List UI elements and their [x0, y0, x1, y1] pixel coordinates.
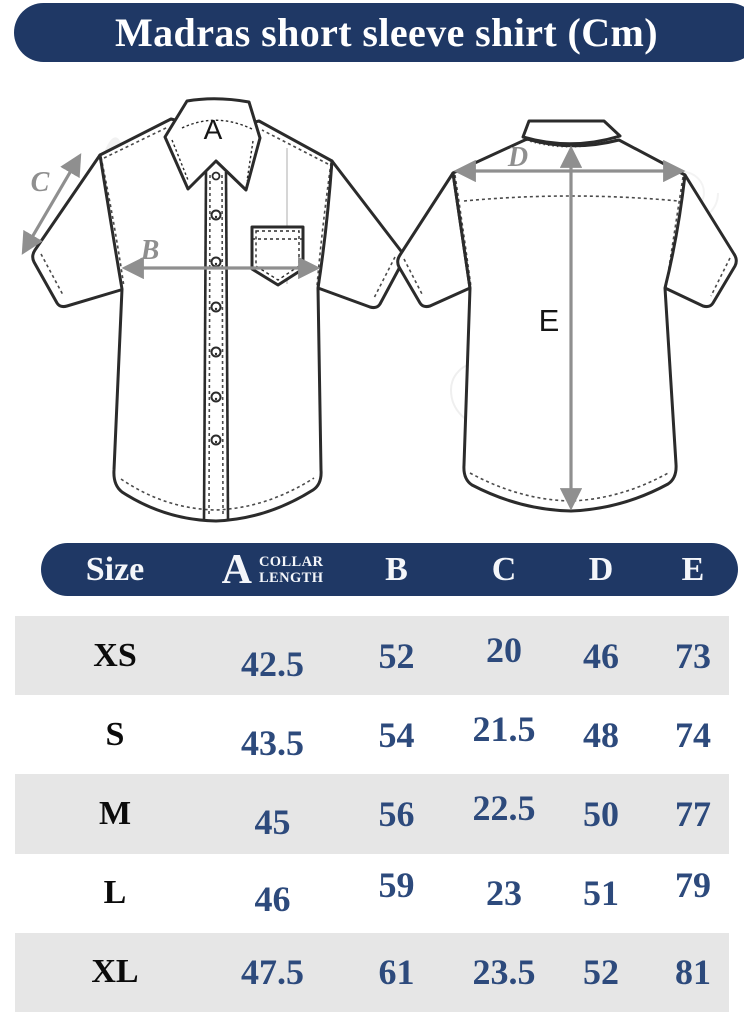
value-b: 59 — [378, 865, 415, 906]
col-header-d: D — [588, 550, 614, 588]
back-shirt-drawing — [398, 121, 737, 511]
page-title: Madras short sleeve shirt (Cm) — [115, 10, 658, 55]
col-header-a — [221, 546, 324, 593]
col-header-a-letter: A — [221, 546, 252, 593]
size-label: XS — [93, 636, 137, 674]
back-collar — [523, 121, 620, 144]
measure-label-e: E — [538, 303, 560, 338]
size-table-body — [15, 616, 729, 1012]
value-c: 20 — [486, 629, 522, 670]
col-header-c: C — [491, 550, 517, 588]
back-body — [453, 139, 685, 511]
value-a: 47.5 — [241, 952, 304, 993]
measure-label-c: C — [30, 167, 50, 198]
value-d: 46 — [583, 635, 619, 676]
value-d: 52 — [583, 952, 619, 993]
value-c: 22.5 — [472, 787, 536, 828]
value-a: 43.5 — [241, 722, 304, 763]
value-a: 45 — [254, 801, 291, 842]
value-e: 81 — [675, 952, 711, 993]
measure-label-d: D — [507, 142, 529, 173]
value-c: 23 — [486, 873, 522, 914]
measure-label-a: A — [203, 114, 223, 145]
table-row-xs — [15, 616, 729, 695]
col-header-b: B — [385, 550, 408, 588]
value-e: 79 — [675, 865, 711, 906]
value-d: 50 — [583, 793, 619, 834]
value-d: 51 — [583, 873, 619, 914]
col-header-size: Size — [85, 550, 145, 588]
value-d: 48 — [583, 714, 619, 755]
value-b: 61 — [378, 952, 415, 993]
measure-label-b: B — [140, 235, 160, 266]
value-c: 21.5 — [472, 708, 536, 749]
value-e: 77 — [675, 793, 711, 834]
size-label: L — [103, 874, 127, 912]
value-a: 46 — [254, 879, 291, 920]
table-row-s — [15, 695, 729, 774]
value-c: 23.5 — [472, 952, 536, 993]
col-header-e: E — [681, 550, 705, 588]
col-header-a-note: COLLAR LENGTH — [258, 553, 324, 586]
size-table-header — [41, 543, 738, 596]
table-row-l — [15, 854, 729, 933]
value-e: 73 — [675, 635, 711, 676]
value-b: 56 — [378, 793, 415, 834]
value-b: 52 — [378, 635, 415, 676]
size-label: XL — [91, 953, 139, 991]
value-a: 42.5 — [241, 643, 304, 684]
front-shirt-drawing — [30, 99, 404, 521]
size-label: S — [105, 715, 125, 753]
table-row-xl — [15, 933, 729, 1012]
table-row-m — [15, 774, 729, 853]
value-b: 54 — [378, 714, 415, 755]
value-e: 74 — [675, 714, 711, 755]
size-label: M — [98, 794, 132, 832]
